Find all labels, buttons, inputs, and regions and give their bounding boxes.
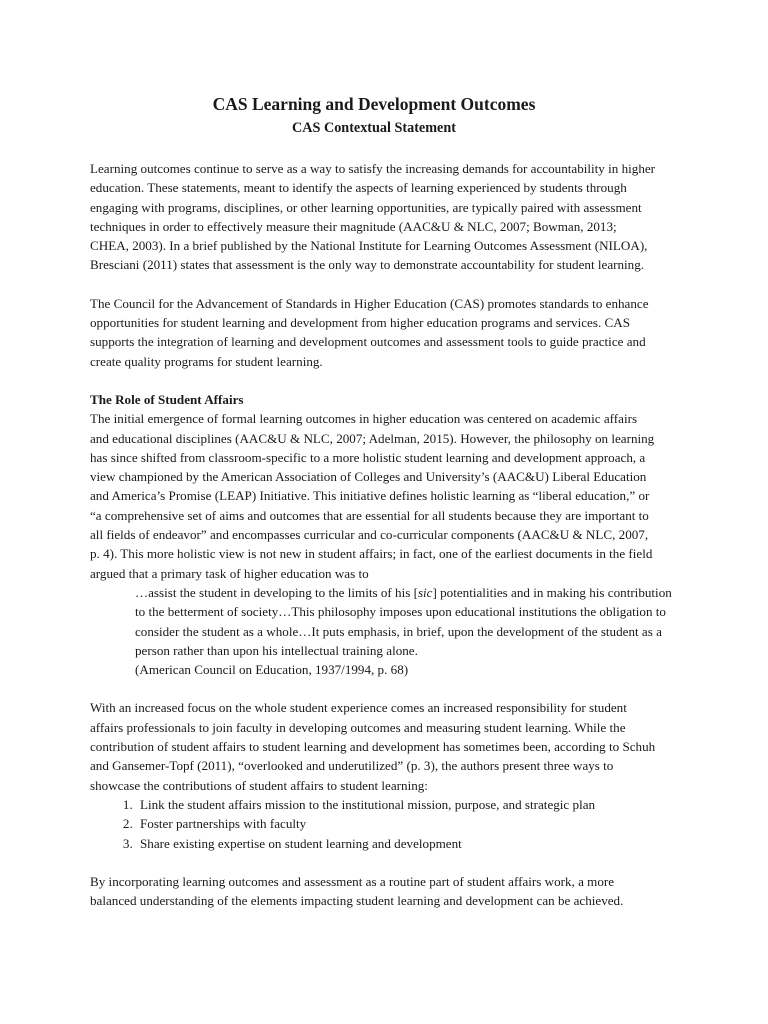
quote-text-before: …assist the student in developing to the limits of his [: [135, 584, 418, 600]
contribution-list: [90, 795, 658, 853]
paragraph-conclusion: By incorporating learning outcomes and assessment as a routine part of student affairs work, a more balanced understanding of the elements impacting student learning and development can be achieved.: [90, 873, 624, 909]
paragraph-intro: Learning outcomes continue to serve as a way to satisfy the increasing demands for accountability in higher education. These statements, meant to identify the aspects of learning experienced by students through engaging with programs, disciplines, or other learning opportunities, are typically paired with assessment techniques in order to effectively measure their magnitude (AAC&U & NLC, 2007; Bowman, 2013; CHEA, 2003). In a brief published by the National Institute for Learning Outcomes Assessment (NILOA), Bresciani (2011) states that assessment is the only way to demonstrate accountability for student learning.: [90, 161, 656, 273]
block-quote: [135, 583, 682, 679]
quote-text-after: ] potentialities and in making his contribution to the betterment of society…This philosophy imposes upon educational institutions the obligation to consider the student as a whole…It puts emphasis, in brief, upon the development of the student as a person rather than upon his intellectual training alone.: [135, 584, 672, 658]
list-item: 3. Share existing expertise on student learning and development: [136, 834, 658, 853]
quote-sic: sic: [417, 584, 433, 600]
document-subtitle: CAS Contextual Statement: [292, 120, 456, 136]
list-item: 2. Foster partnerships with faculty: [136, 814, 658, 833]
paragraph-cas: The Council for the Advancement of Standards in Higher Education (CAS) promotes standards to enhance opportunities for student learning and development from higher education programs and services. CAS supports the integration of learning and development outcomes and assessment tools to guide practice and create quality programs for student learning.: [90, 295, 649, 369]
paragraph-role: The initial emergence of formal learning outcomes in higher education was centered on academic affairs and educational disciplines (AAC&U & NLC, 2007; Adelman, 2015). However, the philosophy on learning has since shifted from classroom-specific to a more holistic student learning and development approach, a view championed by the American Association of Colleges and University’s (AAC&U) Liberal Education and America’s Promise (LEAP) Initiative. This initiative defines holistic learning as “liberal education,” or “a comprehensive set of aims and outcomes that are essential for all students because they are important to all fields of endeavor” and encompasses curricular and co-curricular components (AAC&U & NLC, 2007, p. 4). This more holistic view is not new in student affairs; in fact, one of the earliest documents in the field argued that a primary task of higher education was to: [90, 411, 655, 581]
quote-citation: (American Council on Education, 1937/1994, p. 68): [135, 662, 409, 678]
section-heading: The Role of Student Affairs: [90, 391, 244, 407]
paragraph-focus: With an increased focus on the whole student experience comes an increased responsibility for student affairs professionals to join faculty in developing outcomes and measuring student learning. While the contribution of student affairs to student learning and development has sometimes been, according to Schuh and Gansemer-Topf (2011), “overlooked and underutilized” (p. 3), the authors present three ways to showcase the contributions of student affairs to student learning:: [90, 700, 656, 793]
document-title: CAS Learning and Development Outcomes: [212, 94, 536, 114]
list-item: 1. Link the student affairs mission to the institutional mission, purpose, and strategic plan: [136, 795, 658, 814]
